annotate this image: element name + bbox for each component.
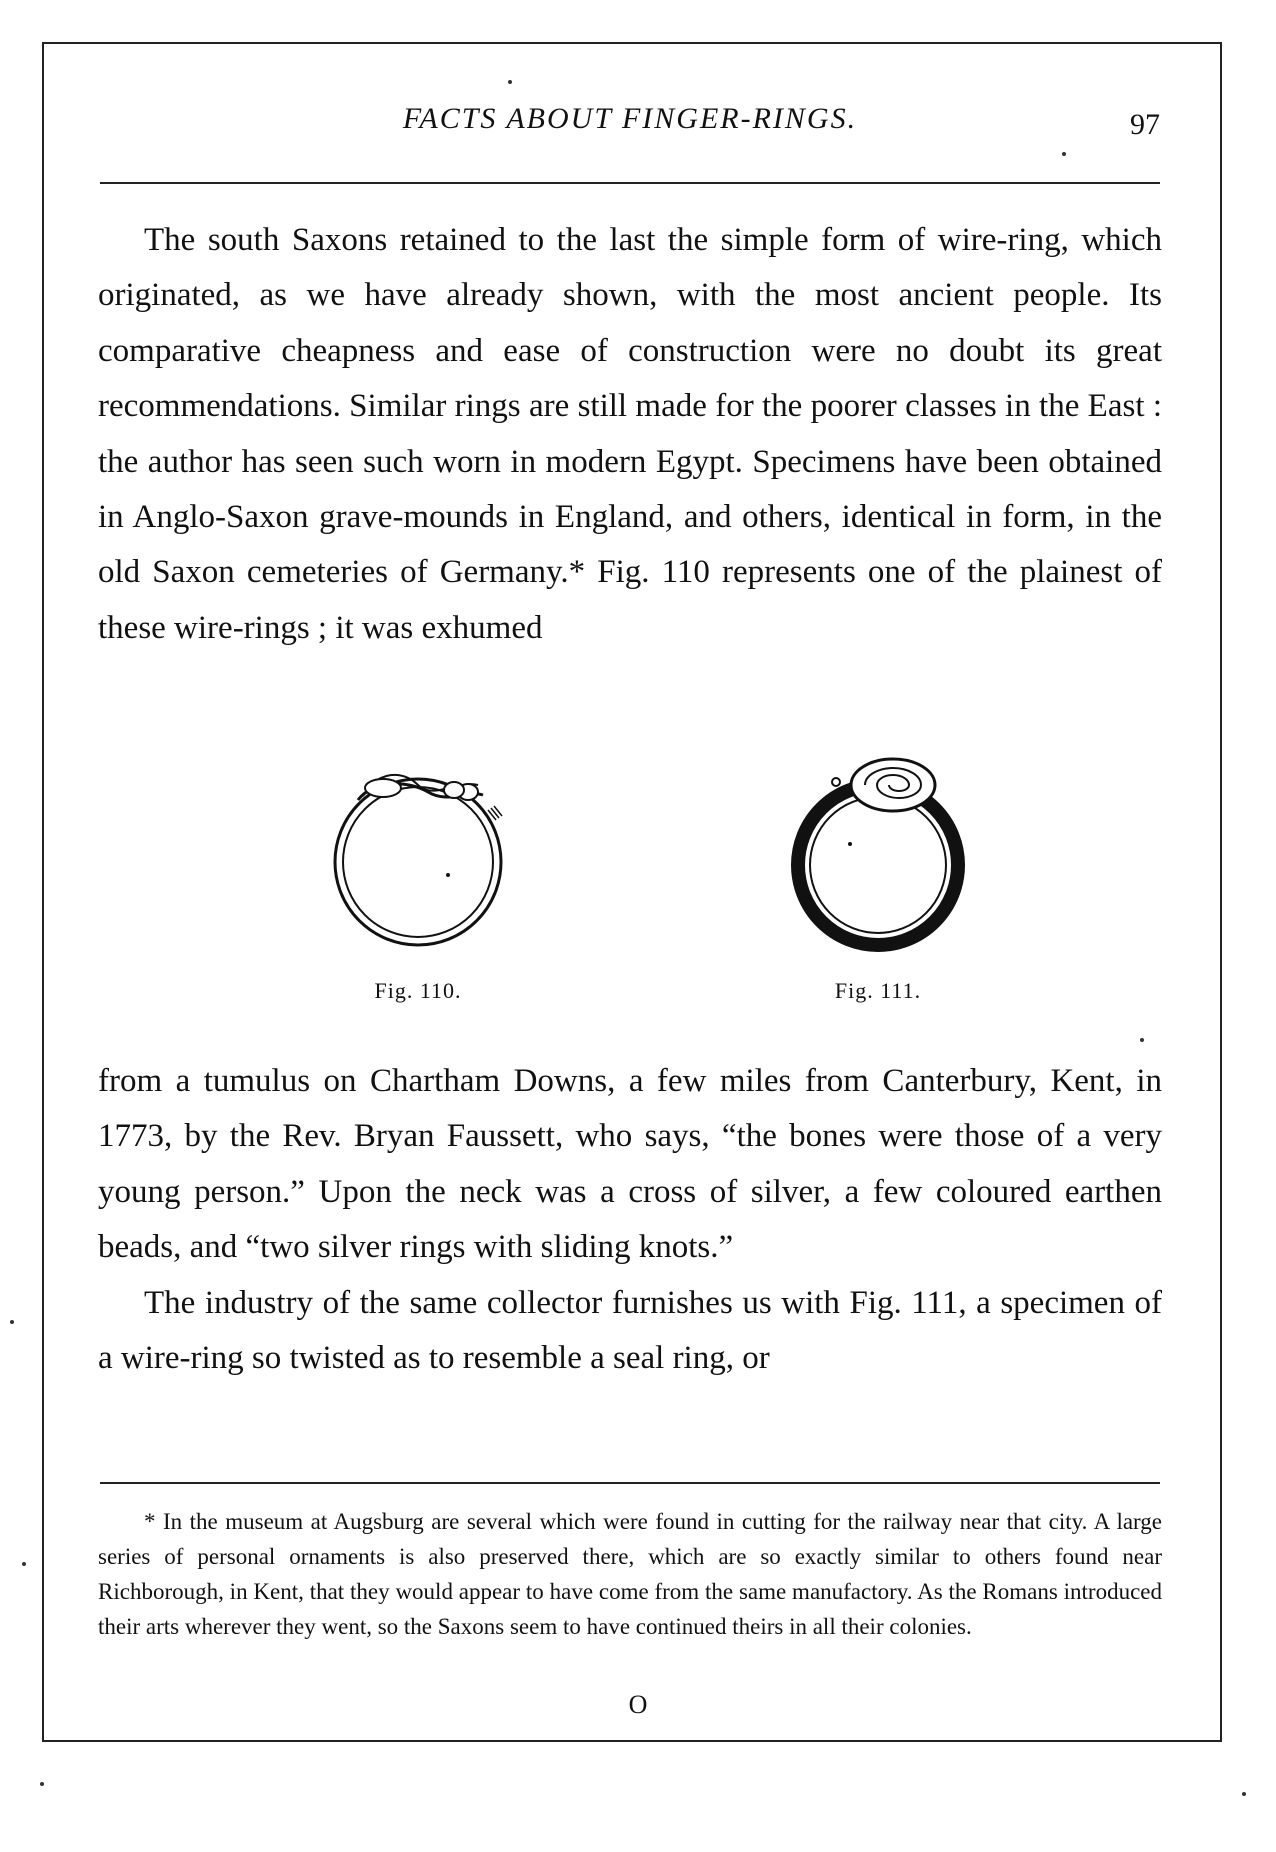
paragraph-1: The south Saxons retained to the last the simple form of wire-ring, which originated, as we have already shown, with the most ancient people. Its comparative cheapness and ease of construction were no doubt its great recommendations. Similar rings are still made for the poorer classes in the East : the author has seen such worn in modern Egypt. Specimens have been obtained in Anglo-Saxon grave-mounds in England, and others, identical in form, in the old Saxon cemeteries of Germany.* Fig. 110 represents one of the plainest of these wire-rings ; it was exhumed — [98, 222, 1162, 646]
print-speck — [40, 1782, 44, 1786]
twisted-seal-ring-illustration — [778, 740, 978, 960]
print-speck — [1140, 1038, 1144, 1042]
print-speck — [1062, 152, 1066, 156]
paragraph-2: from a tumulus on Chartham Downs, a few miles from Canterbury, Kent, in 1773, by the Rev. Bryan Faussett, who says, “the bones were those of a very young person.” Upon the neck was a cross of silver, a few coloured earthen beads, and “two silver rings with sliding knots.” — [98, 1063, 1162, 1266]
print-speck — [22, 1562, 26, 1566]
signature-mark: O — [628, 1690, 648, 1719]
footnote: * In the museum at Augsburg are several which were found in cutting for the railway near that city. A large series of personal ornaments is also preserved there, which are so exactly similar to others found near Richborough, in Kent, that they would appear to have come from the same manufactory. As the Romans introduced their arts wherever they went, so the Saxons seem to have continued theirs in all their colonies. — [98, 1509, 1162, 1639]
header-rule — [100, 182, 1160, 184]
running-head — [100, 102, 1160, 152]
page-number: 97 — [1130, 108, 1160, 141]
body-text-upper — [98, 213, 1162, 656]
figure-111 — [728, 740, 1028, 1020]
footnote-rule — [100, 1482, 1160, 1484]
print-speck — [1242, 1792, 1246, 1796]
figure-110-caption: Fig. 110. — [374, 978, 462, 1003]
figure-111-caption: Fig. 111. — [834, 978, 922, 1003]
paragraph-3: The industry of the same collector furnishes us with Fig. 111, a specimen of a wire-ring so twisted as to resemble a seal ring, or — [98, 1284, 1162, 1377]
body-text-lower — [98, 1054, 1162, 1386]
print-speck — [10, 1320, 14, 1324]
plain-wire-ring-illustration — [318, 740, 518, 960]
print-speck — [508, 80, 512, 84]
figure-110 — [268, 740, 568, 1020]
figures-row — [98, 740, 1162, 1020]
running-title: FACTS ABOUT FINGER-RINGS. — [402, 102, 858, 135]
